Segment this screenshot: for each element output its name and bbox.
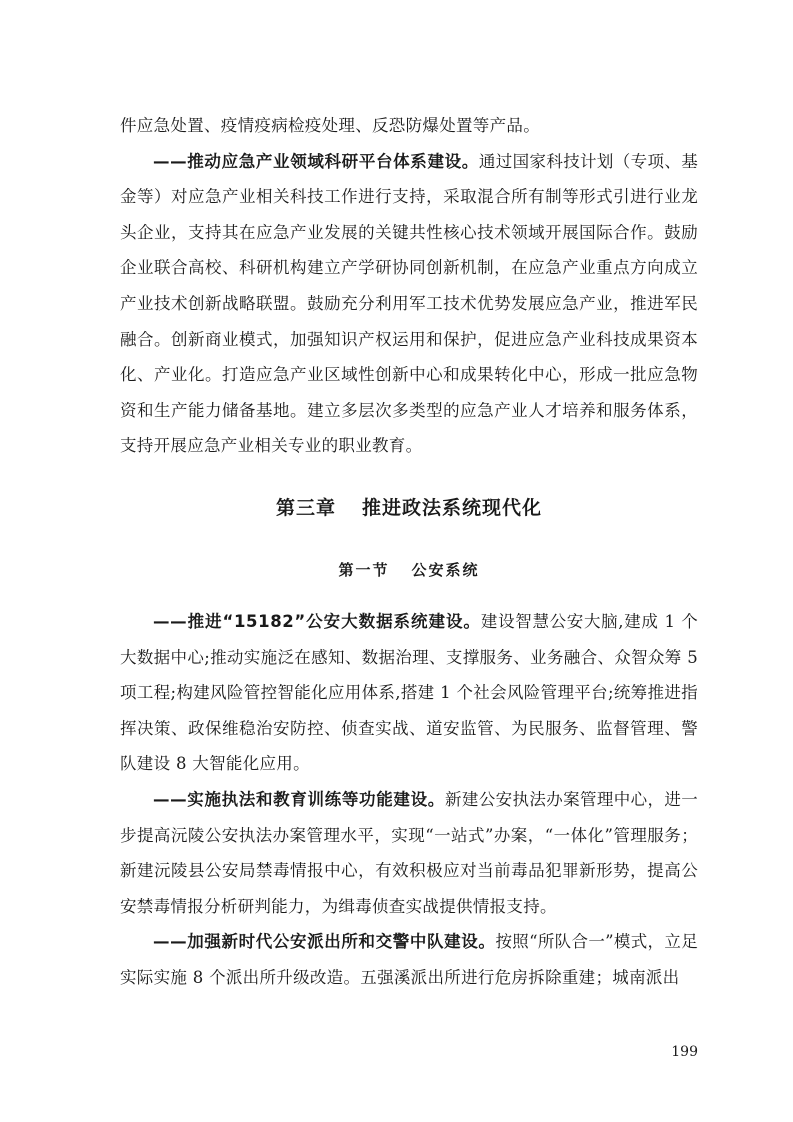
section-heading <box>120 559 698 580</box>
section-title: 公安系统 <box>411 561 480 579</box>
page-number: 199 <box>671 1044 698 1060</box>
paragraph-lead-heading: ——推进“15182”公安大数据系统建设。 <box>153 612 481 631</box>
paragraph-continuation <box>120 108 698 144</box>
body-text-upper <box>120 108 698 464</box>
chapter-heading <box>120 493 698 520</box>
paragraph-lead-heading: ——推动应急产业领域科研平台体系建设。 <box>153 151 479 171</box>
section-number: 第一节 <box>338 561 390 579</box>
paragraph-police-stations <box>120 924 698 995</box>
paragraph-big-data <box>120 604 698 782</box>
paragraph-text: 按照“所队合一”模式，立足实际实施 8 个派出所升级改造。五强溪派出所进行危房拆除重建；城南派出 <box>120 932 699 987</box>
body-text-lower <box>120 604 698 996</box>
paragraph-lead-heading: ——实施执法和教育训练等功能建设。 <box>153 789 445 809</box>
chapter-title: 推进政法系统现代化 <box>362 497 543 519</box>
paragraph-text: 新建公安执法办案管理中心，进一步提高沅陵公安执法办案管理水平，实现“一站式”办案，“一体化”管理服务；新建沅陵县公安局禁毒情报中心，有效积极应对当前毒品犯罪新形势，提高公安禁毒情报分析研判能力，为缉毒侦查实战提供情报支持。 <box>120 789 699 916</box>
paragraph-law-enforcement <box>120 782 698 924</box>
paragraph-research-platform <box>120 144 698 464</box>
paragraph-text: 建设智慧公安大脑,建成 1 个大数据中心;推动实施泛在感知、数据治理、支撑服务、业务融合、众智众筹 5 项工程;构建风险管控智能化应用体系,搭建 1 个社会风险管理平台;统筹推进指挥决策、政保维稳治安防控、侦查实战、道安监管、为民服务、监督管理、警队建设 8 大智能化应用。 <box>120 612 698 774</box>
paragraph-lead-heading: ——加强新时代公安派出所和交警中队建设。 <box>153 932 496 952</box>
chapter-number: 第三章 <box>275 497 336 519</box>
paragraph-text: 通过国家科技计划（专项、基金等）对应急产业相关科技工作进行支持，采取混合所有制等形式引进行业龙头企业，支持其在应急产业发展的关键共性核心技术领域开展国际合作。鼓励企业联合高校、科研机构建立产学研协同创新机制，在应急产业重点方向成立产业技术创新战略联盟。鼓励充分利用军工技术优势发展应急产业，推进军民融合。创新商业模式，加强知识产权运用和保护，促进应急产业科技成果资本化、产业化。打造应急产业区域性创新中心和成果转化中心，形成一批应急物资和生产能力储备基地。建立多层次多类型的应急产业人才培养和服务体系，支持开展应急产业相关专业的职业教育。 <box>120 151 698 456</box>
paragraph-text: 件应急处置、疫情疫病检疫处理、反恐防爆处置等产品。 <box>120 116 540 135</box>
